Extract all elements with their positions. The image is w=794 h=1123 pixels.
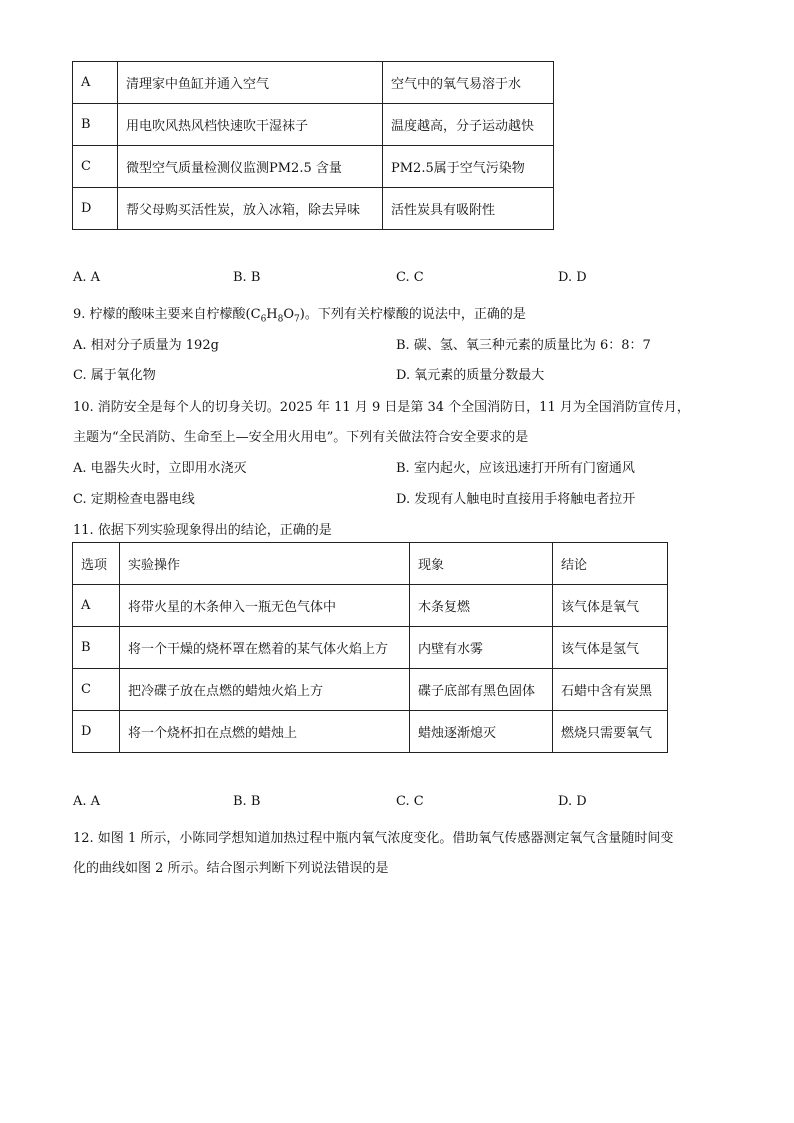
table-header-cell: 选项 <box>73 543 120 585</box>
q11-stem: 11. 依据下列实验现象得出的结论，正确的是 <box>73 523 332 538</box>
q8-action-cell: 微型空气质量检测仪监测PM2.5 含量 <box>118 146 383 188</box>
q12-stem-line2: 化的曲线如图 2 所示。结合图示判断下列说法错误的是 <box>73 861 389 876</box>
q9-choices-row2 <box>73 364 713 384</box>
q11-option-cell: D <box>73 711 120 753</box>
table-row <box>73 188 554 230</box>
choice-d[interactable]: D. 发现有人触电时直接用手将触电者拉开 <box>396 492 636 507</box>
table-row <box>73 104 554 146</box>
q8-action-cell: 清理家中鱼缸并通入空气 <box>118 62 383 104</box>
q8-action-cell: 用电吹风热风档快速吹干湿袜子 <box>118 104 383 146</box>
element-symbol: H <box>266 307 278 322</box>
q8-reason-cell: PM2.5属于空气污染物 <box>383 146 554 188</box>
q11-option-cell: C <box>73 669 120 711</box>
element-symbol: O <box>283 307 295 322</box>
subscript: 8 <box>277 314 284 325</box>
q11-table <box>72 542 668 753</box>
q11-phenomenon-cell: 碟子底部有黑色固体 <box>410 669 553 711</box>
q11-option-cell: B <box>73 627 120 669</box>
q11-conclusion-cell: 该气体是氢气 <box>553 627 668 669</box>
q8-reason-cell: 温度越高，分子运动越快 <box>383 104 554 146</box>
q11-conclusion-cell: 该气体是氧气 <box>553 585 668 627</box>
choice-c[interactable]: C. C <box>396 270 424 285</box>
q10-choices-row2 <box>73 488 713 508</box>
subscript: 7 <box>294 314 300 325</box>
table-header-cell: 现象 <box>410 543 553 585</box>
q8-option-cell: C <box>73 146 118 188</box>
table-row <box>73 585 668 627</box>
choice-d[interactable]: D. D <box>558 270 587 285</box>
choice-b[interactable]: B. 碳、氢、氧三种元素的质量比为 6：8：7 <box>396 338 651 353</box>
q12-stem-line1: 12. 如图 1 所示，小陈同学想知道加热过程中瓶内氧气浓度变化。借助氧气传感器测定氧气含量随时间变 <box>73 831 674 846</box>
q11-op-cell: 将一个烧杯扣在点燃的蜡烛上 <box>120 711 410 753</box>
q11-op-cell: 将一个干燥的烧杯罩在燃着的某气体火焰上方 <box>120 627 410 669</box>
table-row <box>73 146 554 188</box>
q11-conclusion-cell: 燃烧只需要氧气 <box>553 711 668 753</box>
q9-stem <box>73 303 526 325</box>
choice-a[interactable]: A. 相对分子质量为 192g <box>73 338 219 353</box>
q8-action-cell: 帮父母购买活性炭，放入冰箱，除去异味 <box>118 188 383 230</box>
choice-b[interactable]: B. 室内起火，应该迅速打开所有门窗通风 <box>396 461 635 476</box>
choice-c[interactable]: C. 属于氧化物 <box>73 368 156 383</box>
q10-stem-line1: 10. 消防安全是每个人的切身关切。2025 年 11 月 9 日是第 34 个全国消防日，11 月为全国消防宣传月， <box>73 400 690 415</box>
q11-conclusion-cell: 石蜡中含有炭黑 <box>553 669 668 711</box>
choice-b[interactable]: B. B <box>233 794 261 809</box>
q10-stem-line2: 主题为“全民消防、生命至上—安全用火用电”。下列有关做法符合安全要求的是 <box>73 430 529 445</box>
table-header-row <box>73 543 668 585</box>
q10-choices-row1 <box>73 457 713 477</box>
q11-phenomenon-cell: 内壁有水雾 <box>410 627 553 669</box>
q11-option-cell: A <box>73 585 120 627</box>
table-row <box>73 62 554 104</box>
table-row <box>73 711 668 753</box>
q8-option-cell: A <box>73 62 118 104</box>
q9-choices-row1 <box>73 334 713 354</box>
q11-op-cell: 把冷碟子放在点燃的蜡烛火焰上方 <box>120 669 410 711</box>
choice-d[interactable]: D. 氧元素的质量分数最大 <box>396 368 545 383</box>
choice-c[interactable]: C. C <box>396 794 424 809</box>
choice-a[interactable]: A. 电器失火时，立即用水浇灭 <box>73 461 247 476</box>
table-header-cell: 实验操作 <box>120 543 410 585</box>
q8-choices <box>73 270 713 290</box>
q8-reason-cell: 空气中的氧气易溶于水 <box>383 62 554 104</box>
q9-stem-text: 9. 柠檬的酸味主要来自柠檬酸(C <box>73 307 261 322</box>
q11-phenomenon-cell: 蜡烛逐渐熄灭 <box>410 711 553 753</box>
choice-a[interactable]: A. A <box>73 270 101 285</box>
q9-stem-text: )。下列有关柠檬酸的说法中，正确的是 <box>299 307 526 322</box>
subscript: 6 <box>260 314 267 325</box>
table-header-cell: 结论 <box>553 543 668 585</box>
q11-choices <box>73 794 713 814</box>
q8-option-cell: D <box>73 188 118 230</box>
choice-c[interactable]: C. 定期检查电器电线 <box>73 492 195 507</box>
table-row <box>73 669 668 711</box>
q11-phenomenon-cell: 木条复燃 <box>410 585 553 627</box>
q8-table <box>72 61 554 230</box>
choice-a[interactable]: A. A <box>73 794 101 809</box>
q11-op-cell: 将带火星的木条伸入一瓶无色气体中 <box>120 585 410 627</box>
choice-b[interactable]: B. B <box>233 270 261 285</box>
table-row <box>73 627 668 669</box>
q8-reason-cell: 活性炭具有吸附性 <box>383 188 554 230</box>
choice-d[interactable]: D. D <box>558 794 587 809</box>
q8-option-cell: B <box>73 104 118 146</box>
